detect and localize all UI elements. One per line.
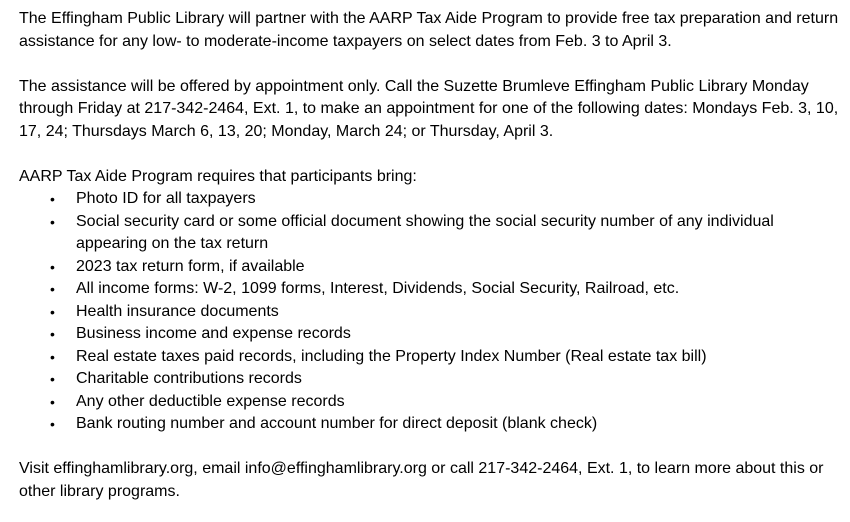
list-item [19,301,842,324]
list-item-text: Photo ID for all taxpayers [76,190,256,207]
bullet-icon: • [50,191,55,207]
list-item [19,368,842,391]
list-item [19,346,842,369]
intro-paragraph: The Effingham Public Library will partner with the AARP Tax Aide Program to provide free tax preparation and return assistance for any low- to moderate-income taxpayers on select dates from Feb. 3 to April 3. [19,10,839,50]
list-item [19,188,842,211]
list-item-text: 2023 tax return form, if available [76,257,305,275]
requirements-intro: AARP Tax Aide Program requires that participants bring: [19,167,417,185]
list-item-text: Health insurance documents [76,302,279,320]
list-item-text: Charitable contributions records [76,370,302,387]
bullet-icon: • [50,303,55,320]
bullet-icon: • [50,213,55,230]
bullet-icon: • [50,326,55,342]
list-item-text: Real estate taxes paid records, including the Property Index Number (Real estate tax bill) [76,347,707,365]
closing-paragraph: Visit effinghamlibrary.org, email info@effinghamlibrary.org or call 217-342-2464, Ext. 1, to learn more about this or other library programs. [19,460,824,500]
list-item [19,278,842,301]
bullet-icon: • [50,348,55,365]
appointment-paragraph: The assistance will be offered by appointment only. Call the Suzette Brumleve Effingham Public Library Monday through Friday at 217-342-2464, Ext. 1, to make an appointment for one of the following dates: Mondays Feb. 3, 10, 17, 24; Thursdays March 6, 13, 20; Monday, March 24; or Thursday, April 3. [19,77,839,140]
list-item [19,391,842,414]
bullet-icon: • [50,371,55,387]
requirements-list [19,188,842,436]
list-item [19,211,842,256]
list-item-text: Bank routing number and account number for direct deposit (blank check) [76,415,598,432]
bullet-icon: • [50,393,55,410]
list-item-text: Social security card or some official document showing the social security number of any individual appearing on the tax return [76,212,774,252]
list-item-text: All income forms: W-2, 1099 forms, Interest, Dividends, Social Security, Railroad, etc. [76,280,680,297]
bullet-icon: • [50,281,55,297]
list-item-text: Business income and expense records [76,325,351,342]
bullet-icon: • [50,258,55,275]
bullet-icon: • [50,416,55,432]
list-item-text: Any other deductible expense records [76,392,345,410]
list-item [19,323,842,346]
list-item [19,256,842,279]
list-item [19,413,842,436]
